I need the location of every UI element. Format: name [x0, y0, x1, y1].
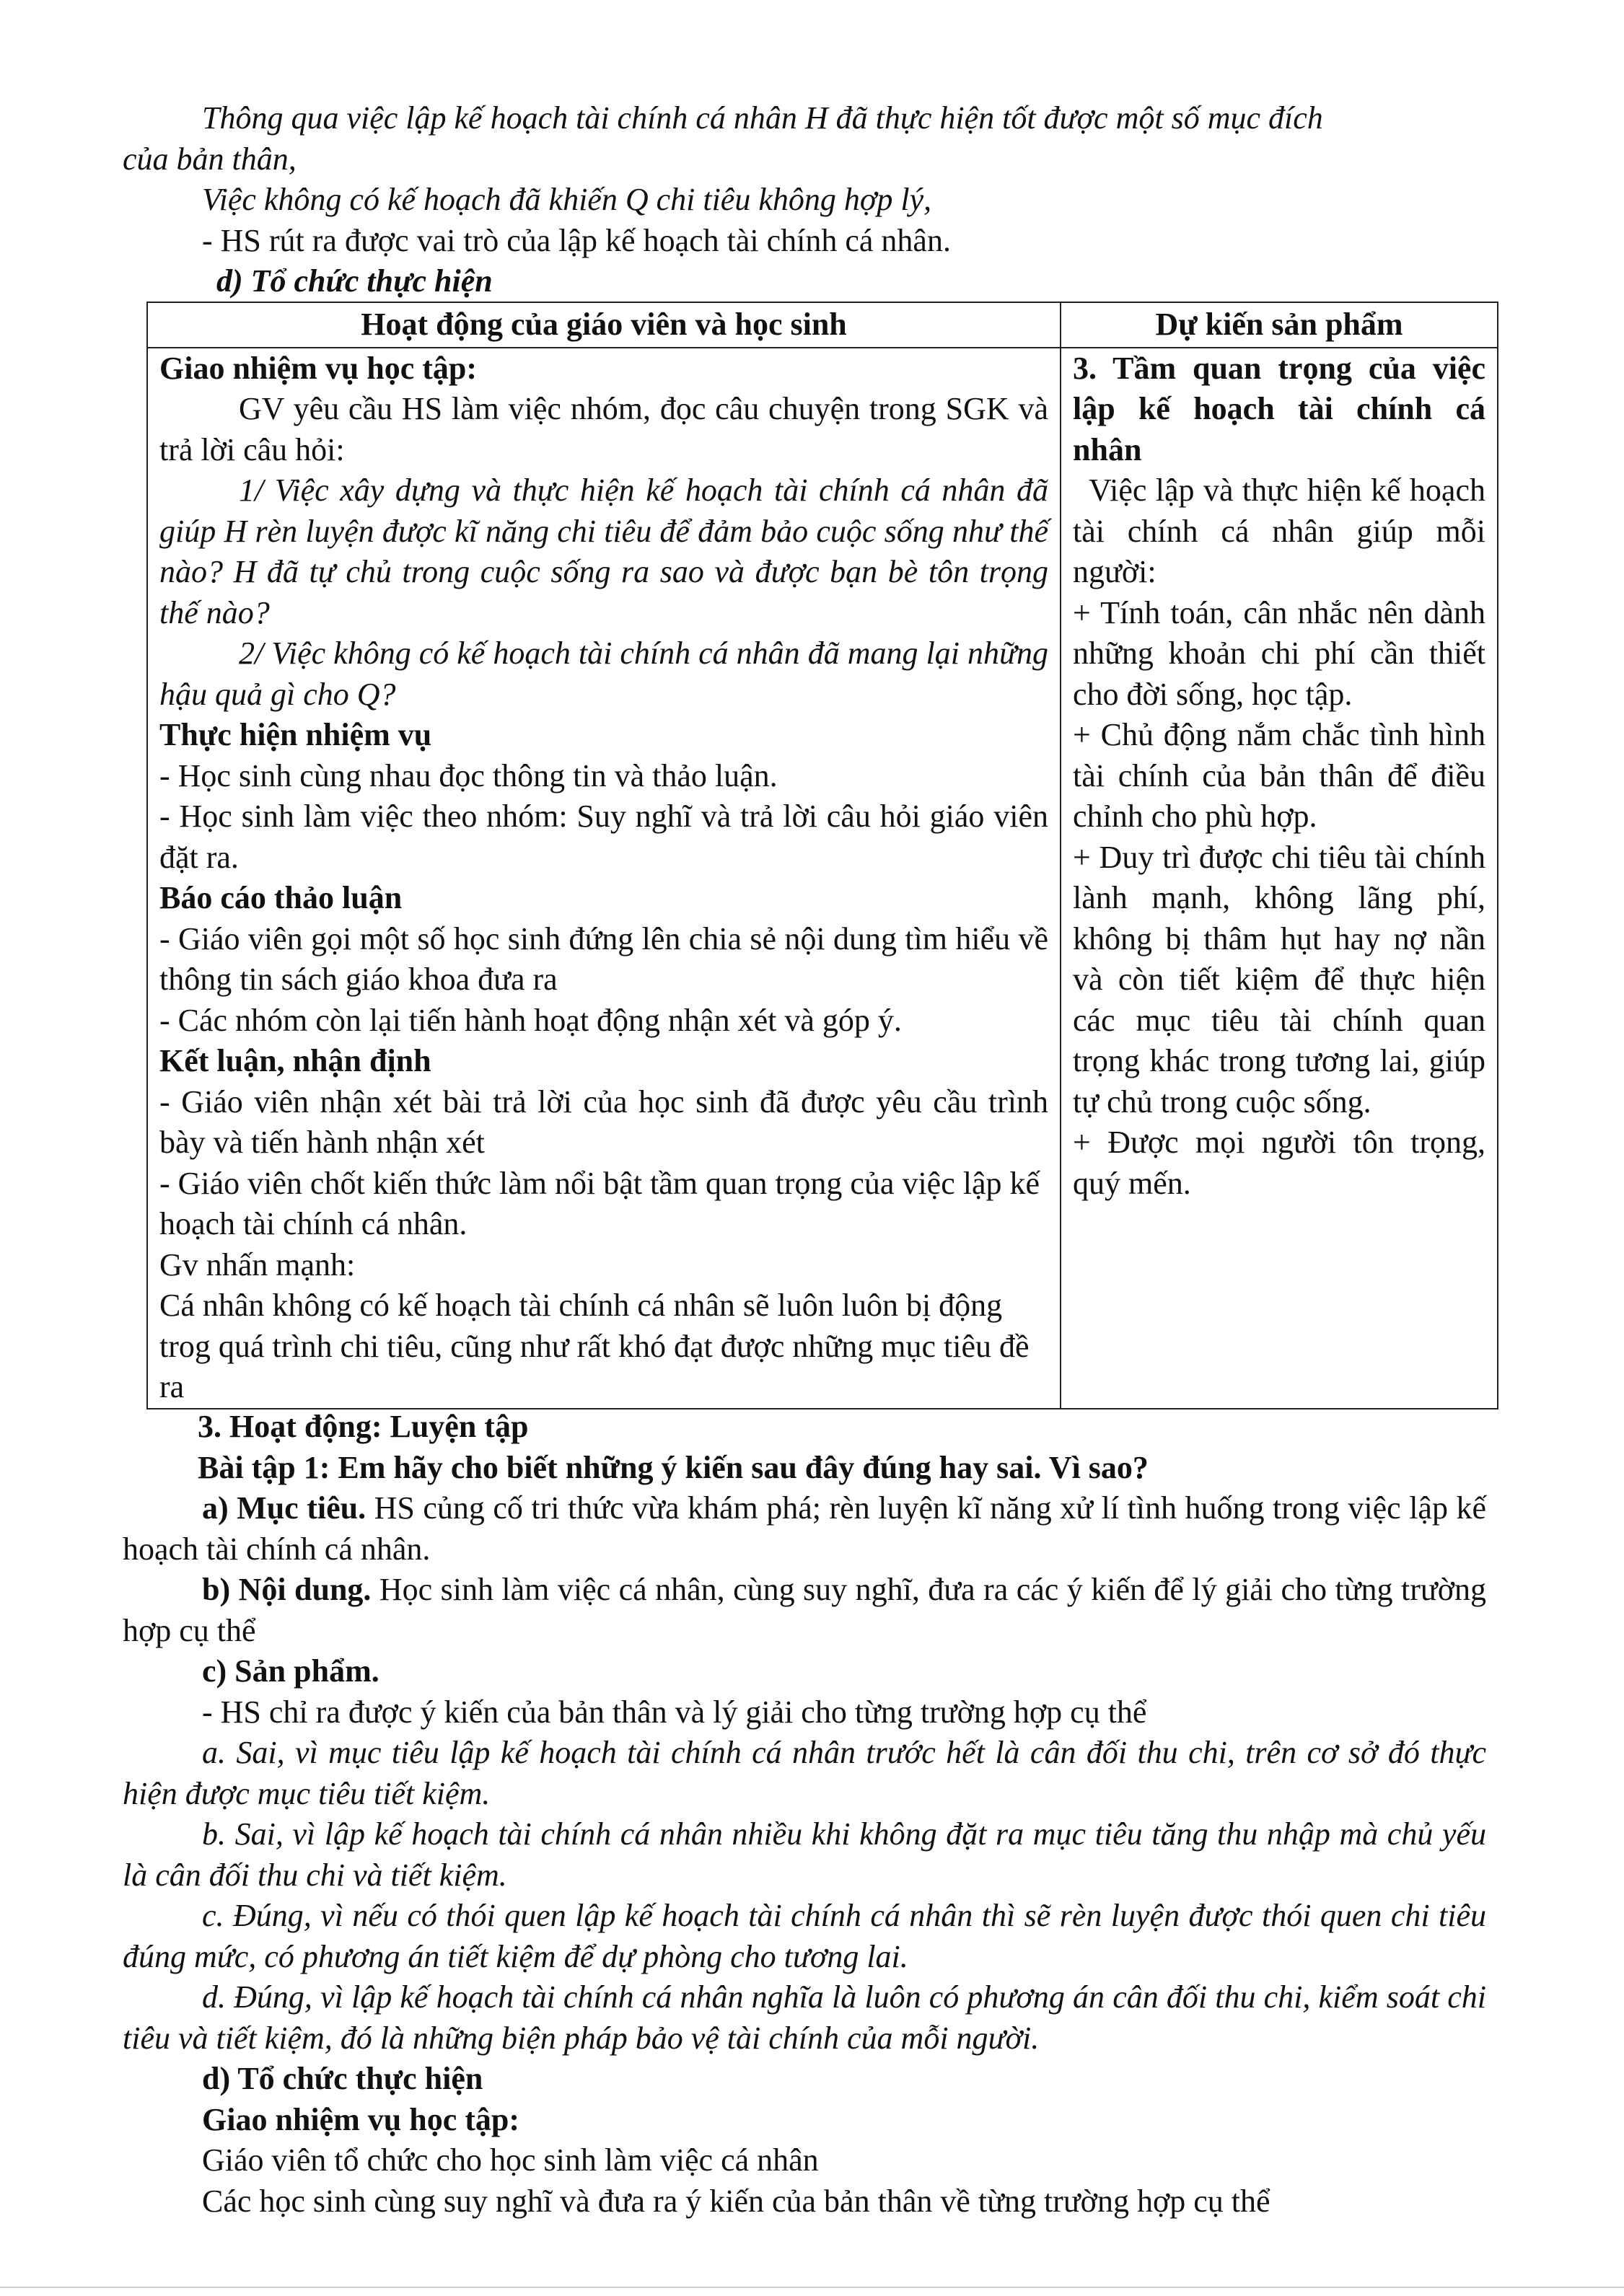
- importance-bullet-2: + Chủ động nắm chắc tình hình tài chính của bản thân để điều chỉnh cho phù hợp.: [1073, 717, 1485, 834]
- importance-intro: Việc lập và thực hiện kế hoạch tài chính cá nhân giúp mỗi người:: [1073, 472, 1485, 589]
- table-header-row: [147, 302, 1498, 348]
- assign-task-title: Giao nhiệm vụ học tập:: [159, 350, 478, 386]
- intro-paragraph-1: Thông qua việc lập kế hoạch tài chính cá nhân H đã thực hiện tốt được một số mục đích: [202, 100, 1323, 136]
- question-1: 1/ Việc xây dựng và thực hiện kế hoạch tài chính cá nhân đã giúp H rèn luyện được kĩ năng chi tiêu để đảm bảo cuộc sống như thế nào? H đã tự chủ trong cuộc sống ra sao và được bạn bè tôn trọng thế nào?: [159, 472, 1048, 630]
- content-paragraph: [123, 1570, 1486, 1651]
- conclusion-title: Kết luận, nhận định: [159, 1043, 431, 1078]
- activity-table: [146, 302, 1498, 1409]
- expected-product-cell: [1061, 348, 1498, 1409]
- intro-section: [123, 98, 1486, 302]
- assign-task-line-1: Giáo viên tổ chức cho học sinh làm việc cá nhân: [202, 2142, 819, 2178]
- product-label: c) Sản phẩm.: [202, 1653, 379, 1689]
- do-task-item-2: - Học sinh làm việc theo nhóm: Suy nghĩ và trả lời câu hỏi giáo viên đặt ra.: [159, 799, 1048, 875]
- intro-paragraph-1-continued: của bản thân,: [123, 141, 297, 177]
- emphasis-label: Gv nhấn mạnh:: [159, 1246, 356, 1283]
- objective-paragraph: [123, 1488, 1486, 1570]
- header-expected-product: Dự kiến sản phẩm: [1061, 302, 1498, 348]
- assign-task-heading: Giao nhiệm vụ học tập:: [202, 2101, 520, 2137]
- answer-d: d. Đúng, vì lập kế hoạch tài chính cá nhân nghĩa là luôn có phương án cân đối thu chi, kiểm soát chi tiêu và tiết kiệm, đó là những biện pháp bảo vệ tài chính của mỗi người.: [123, 1979, 1486, 2056]
- report-item-1: - Giáo viên gọi một số học sinh đứng lên chia sẻ nội dung tìm hiểu về thông tin sách giáo khoa đưa ra: [159, 920, 1048, 997]
- conclusion-item-1: - Giáo viên nhận xét bài trả lời của học sinh đã được yêu cầu trình bày và tiến hành nhận xét: [159, 1083, 1048, 1160]
- organize-heading: d) Tổ chức thực hiện: [202, 2061, 483, 2096]
- assign-task-text: GV yêu cầu HS làm việc nhóm, đọc câu chuyện trong SGK và trả lời câu hỏi:: [159, 391, 1048, 467]
- table-row: [147, 348, 1498, 1409]
- question-2: 2/ Việc không có kế hoạch tài chính cá nhân đã mang lại những hậu quả gì cho Q?: [159, 635, 1048, 712]
- assign-task-line-2: Các học sinh cùng suy nghĩ và đưa ra ý kiến của bản thân về từng trường hợp cụ thể: [202, 2183, 1270, 2219]
- importance-bullet-4: + Được mọi người tôn trọng, quý mến.: [1073, 1125, 1485, 1201]
- content-label: b) Nội dung.: [202, 1572, 372, 1607]
- practice-section: [123, 1407, 1486, 2222]
- product-text: - HS chỉ ra được ý kiến của bản thân và lý giải cho từng trường hợp cụ thể: [202, 1694, 1147, 1730]
- objective-text: HS củng cố tri thức vừa khám phá; rèn luyện kĩ năng xử lí tình huống trong việc lập kế hoạch tài chính cá nhân.: [123, 1490, 1486, 1567]
- do-task-item-1: - Học sinh cùng nhau đọc thông tin và thảo luận.: [159, 757, 778, 793]
- intro-paragraph-3: - HS rút ra được vai trò của lập kế hoạch tài chính cá nhân.: [202, 222, 951, 258]
- section-heading-d: d) Tổ chức thực hiện: [216, 263, 493, 299]
- importance-bullet-3: + Duy trì được chi tiêu tài chính lành mạnh, không lãng phí, không bị thâm hụt hay nợ nần và còn tiết kiệm để thực hiện các mục tiêu tài chính quan trọng khác trong tương lai, giúp tự chủ trong cuộc sống.: [1073, 839, 1485, 1120]
- intro-paragraph-2: Việc không có kế hoạch đã khiến Q chi tiêu không hợp lý,: [202, 182, 932, 217]
- practice-heading: 3. Hoạt động: Luyện tập: [198, 1409, 529, 1444]
- header-teacher-student-activities: Hoạt động của giáo viên và học sinh: [147, 302, 1061, 348]
- emphasis-text: Cá nhân không có kế hoạch tài chính cá nhân sẽ luôn luôn bị động trog quá trình chi tiêu, cũng như rất khó đạt được những mục tiêu đề ra: [159, 1288, 1030, 1404]
- answer-a: a. Sai, vì mục tiêu lập kế hoạch tài chính cá nhân trước hết là cân đối thu chi, trên cơ sở đó thực hiện được mục tiêu tiết kiệm.: [123, 1735, 1486, 1811]
- importance-title: 3. Tầm quan trọng của việc lập kế hoạch tài chính cá nhân: [1073, 350, 1485, 467]
- page-bottom-rule: [0, 2287, 1624, 2288]
- objective-label: a) Mục tiêu.: [202, 1490, 367, 1526]
- answer-b: b. Sai, vì lập kế hoạch tài chính cá nhân nhiều khi không đặt ra mục tiêu tăng thu nhập mà chủ yếu là cân đối thu chi và tiết kiệm.: [123, 1816, 1486, 1893]
- do-task-title: Thực hiện nhiệm vụ: [159, 717, 432, 752]
- exercise-1-title: Bài tập 1: Em hãy cho biết những ý kiến sau đây đúng hay sai. Vì sao?: [198, 1449, 1149, 1485]
- report-item-2: - Các nhóm còn lại tiến hành hoạt động nhận xét và góp ý.: [159, 1002, 902, 1038]
- report-title: Báo cáo thảo luận: [159, 880, 403, 915]
- importance-bullet-1: + Tính toán, cân nhắc nên dành những khoản chi phí cần thiết cho đời sống, học tập.: [1073, 594, 1485, 712]
- content-text: Học sinh làm việc cá nhân, cùng suy nghĩ, đưa ra các ý kiến để lý giải cho từng trường hợp cụ thể: [123, 1572, 1486, 1648]
- activities-cell: [147, 348, 1061, 1409]
- conclusion-item-2: - Giáo viên chốt kiến thức làm nổi bật tầm quan trọng của việc lập kế hoạch tài chính cá nhân.: [159, 1165, 1040, 1241]
- answer-c: c. Đúng, vì nếu có thói quen lập kế hoạch tài chính cá nhân thì sẽ rèn luyện được thói quen chi tiêu đúng mức, có phương án tiết kiệm để dự phòng cho tương lai.: [123, 1898, 1486, 1974]
